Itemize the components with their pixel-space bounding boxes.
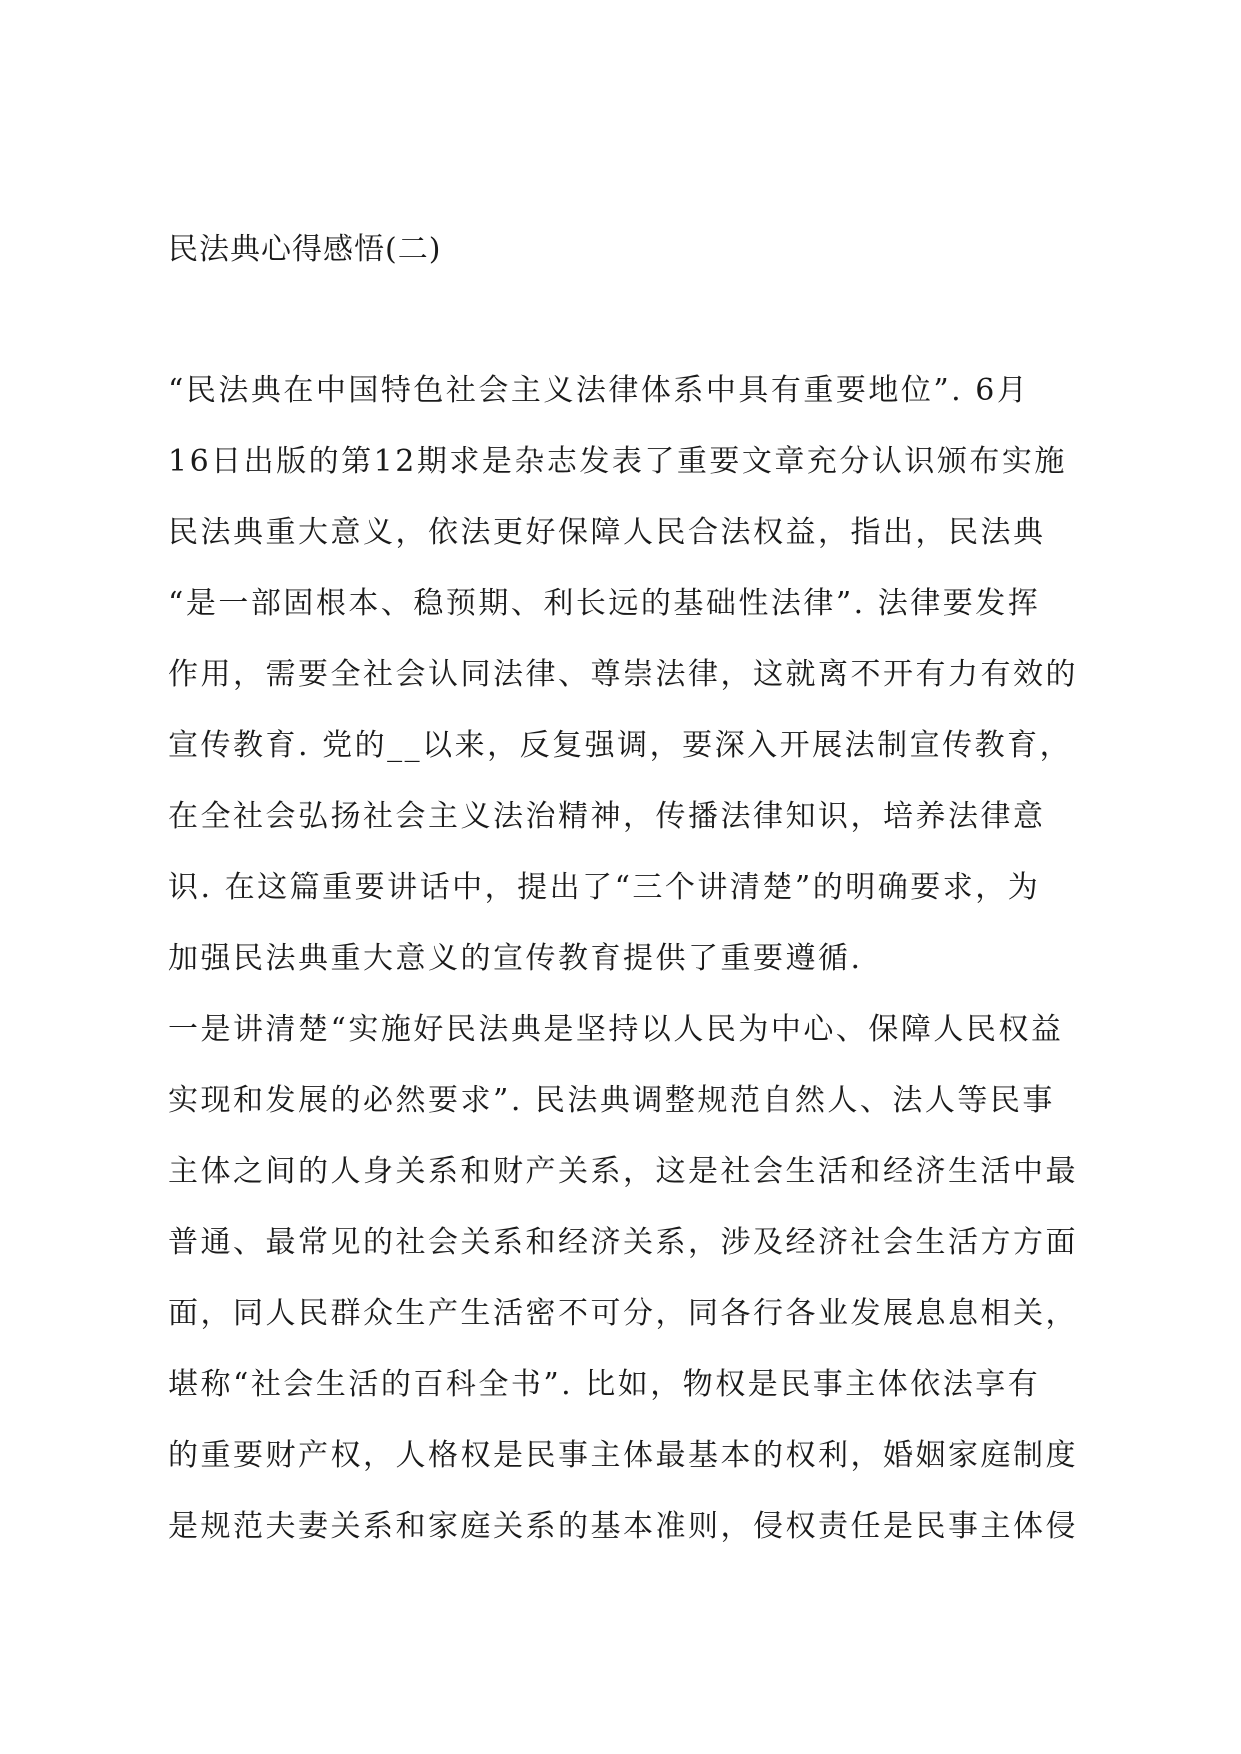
paragraph-line: “民法典在中国特色社会主义法律体系中具有重要地位”. 6月 (168, 373, 1030, 408)
paragraph-line: 主体之间的人身关系和财产关系，这是社会生活和经济生活中最 (168, 1154, 1078, 1189)
paragraph-line: 面，同人民群众生产生活密不可分，同各行各业发展息息相关， (168, 1296, 1078, 1331)
paragraph-line: 宣传教育. 党的__以来，反复强调，要深入开展法制宣传教育， (168, 728, 1073, 763)
paragraph-line: 的重要财产权，人格权是民事主体最基本的权利，婚姻家庭制度 (168, 1438, 1078, 1473)
paragraph-line: 普通、最常见的社会关系和经济关系，涉及经济社会生活方方面 (168, 1225, 1078, 1260)
paragraph-1 (168, 355, 1098, 994)
paragraph-line: 是规范夫妻关系和家庭关系的基本准则，侵权责任是民事主体侵 (168, 1509, 1078, 1544)
paragraph-line: 实现和发展的必然要求”. 民法典调整规范自然人、法人等民事 (168, 1083, 1055, 1118)
paragraph-2 (168, 994, 1098, 1562)
document-title: 民法典心得感悟(二) (168, 232, 442, 267)
paragraph-line: 16日出版的第12期求是杂志发表了重要文章充分认识颁布实施 (168, 444, 1067, 479)
paragraph-line: 加强民法典重大意义的宣传教育提供了重要遵循. (168, 941, 863, 976)
paragraph-line: 民法典重大意义，依法更好保障人民合法权益，指出，民法典 (168, 515, 1046, 550)
paragraph-line: 识. 在这篇重要讲话中，提出了“三个讲清楚”的明确要求，为 (168, 870, 1041, 905)
paragraph-line: “是一部固根本、稳预期、利长远的基础性法律”. 法律要发挥 (168, 586, 1041, 621)
paragraph-line: 在全社会弘扬社会主义法治精神，传播法律知识，培养法律意 (168, 799, 1046, 834)
paragraph-line: 堪称“社会生活的百科全书”. 比如，物权是民事主体依法享有 (168, 1367, 1041, 1402)
paragraph-line: 作用，需要全社会认同法律、尊崇法律，这就离不开有力有效的 (168, 657, 1078, 692)
paragraph-line: 一是讲清楚“实施好民法典是坚持以人民为中心、保障人民权益 (168, 1012, 1064, 1047)
